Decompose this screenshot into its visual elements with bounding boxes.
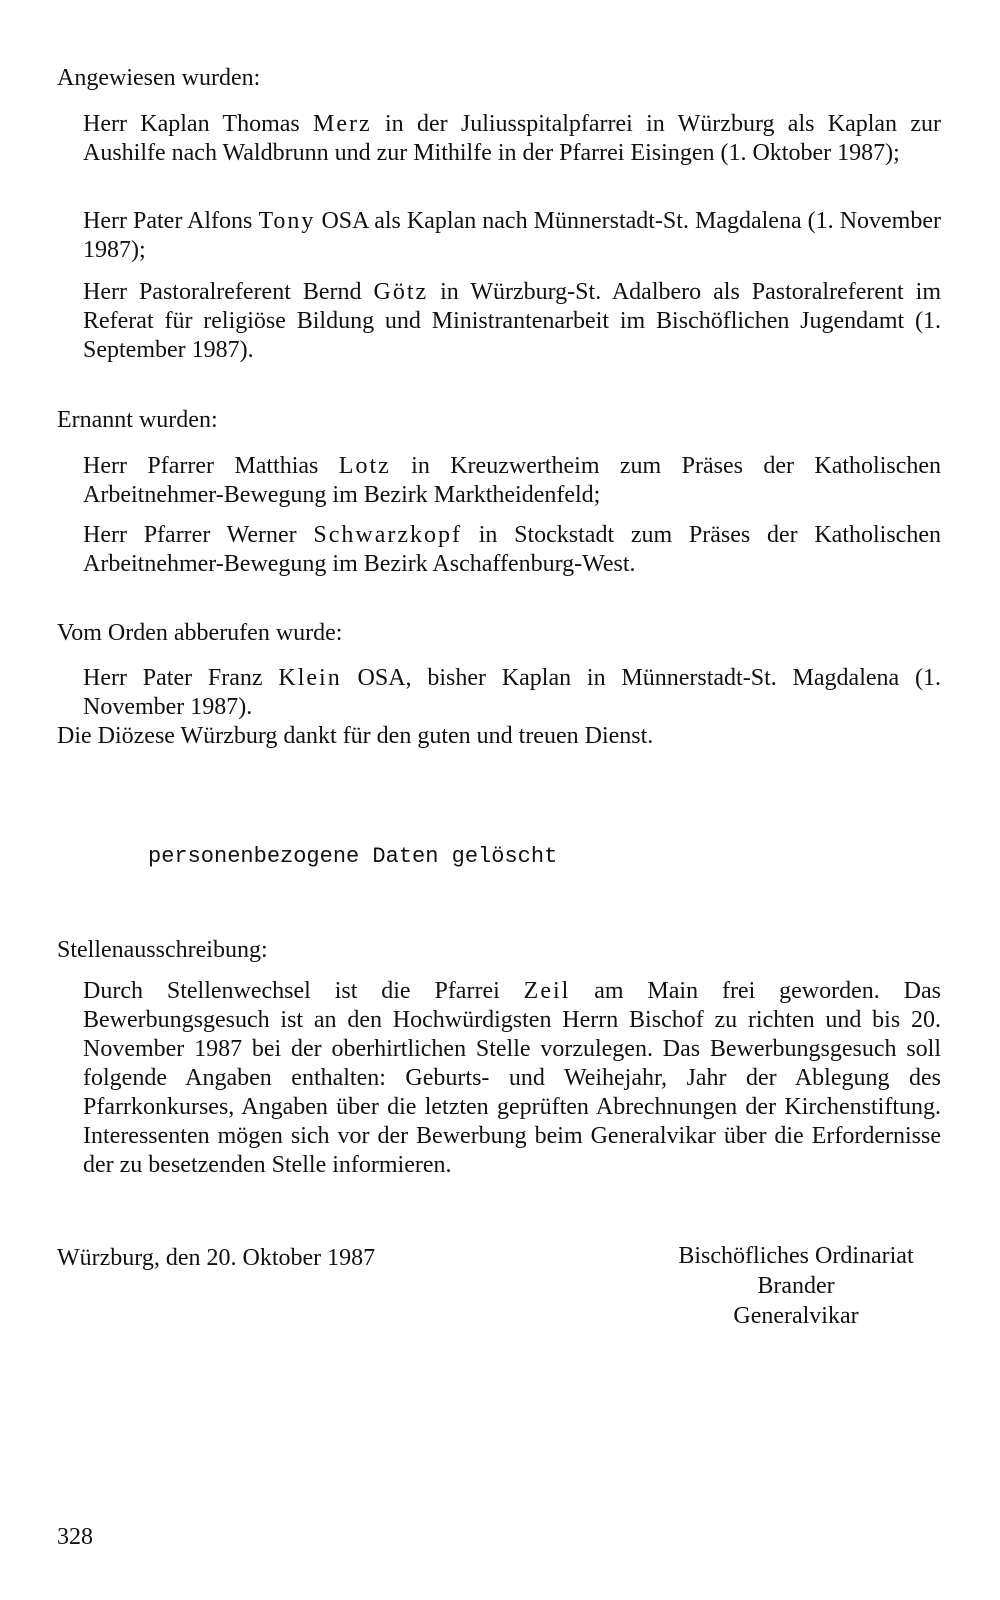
assignment-entry-merz: Herr Kaplan Thomas Merz in der Juliusspitalpfarrei in Würzburg als Kaplan zur Aushilfe nach Waldbrunn und zur Mithilfe in der Pfarrei Eisingen (1. Oktober 1987); bbox=[83, 111, 941, 166]
person-name: Merz bbox=[313, 111, 372, 137]
thanks-line: Die Diözese Würzburg dankt für den guten und treuen Dienst. bbox=[57, 723, 654, 749]
appointment-entry-schwarzkopf: Herr Pfarrer Werner Schwarzkopf in Stockstadt zum Präses der Katholischen Arbeitnehmer-Bewegung im Bezirk Aschaffenburg-West. bbox=[83, 522, 941, 577]
parish-name: Zeil bbox=[523, 978, 571, 1004]
place-date: Würzburg, den 20. Oktober 1987 bbox=[57, 1245, 376, 1271]
assignment-entry-goetz: Herr Pastoralreferent Bernd Götz in Würzburg-St. Adalbero als Pastoralreferent im Referat für religiöse Bildung und Ministrantenarbeit im Bischöflichen Jugendamt (1. September 1987). bbox=[83, 279, 941, 363]
signature-block bbox=[640, 1241, 952, 1331]
person-name: Tony bbox=[258, 208, 316, 234]
appointment-entry-lotz: Herr Pfarrer Matthias Lotz in Kreuzwertheim zum Präses der Katholischen Arbeitnehmer-Bewegung im Bezirk Marktheidenfeld; bbox=[83, 453, 942, 508]
section-heading-assigned: Angewiesen wurden: bbox=[57, 65, 261, 91]
recall-entry-klein: Herr Pater Franz Klein OSA, bisher Kaplan in Münnerstadt-St. Magdalena (1. November 1987). bbox=[83, 665, 941, 720]
redaction-note: personenbezogene Daten gelöscht bbox=[148, 844, 558, 869]
vacancy-text: Durch Stellenwechsel ist die Pfarrei Zeil am Main frei geworden. Das Bewerbungsgesuch ist an den Hochwürdigsten Herrn Bischof zu richten und bis 20. November 1987 bei der oberhirtlichen Stelle vorzulegen. Das Bewerbungsgesuch soll folgende Angaben enthalten: Geburts- und Weihejahr, Jahr der Ablegung des Pfarrkonkurses, Angaben über die letzten geprüften Abrechnungen der Kirchenstiftung. Interessenten mögen sich vor der Bewerbung beim Generalvikar über die Erfordernisse der zu besetzenden Stelle informieren. bbox=[83, 978, 941, 1178]
person-name: Götz bbox=[373, 279, 429, 305]
assignment-entry-tony: Herr Pater Alfons Tony OSA als Kaplan nach Münnerstadt-St. Magdalena (1. November 1987); bbox=[83, 208, 941, 263]
person-name: Klein bbox=[278, 665, 342, 691]
signature-name: Brander bbox=[757, 1273, 835, 1299]
section-heading-appointed: Ernannt wurden: bbox=[57, 407, 218, 433]
section-heading-vacancy: Stellenausschreibung: bbox=[57, 937, 268, 963]
person-name: Schwarzkopf bbox=[313, 522, 462, 548]
section-heading-recalled: Vom Orden abberufen wurde: bbox=[57, 620, 343, 646]
signature-title: Generalvikar bbox=[733, 1303, 859, 1329]
person-name: Lotz bbox=[338, 453, 391, 479]
signature-office: Bischöfliches Ordinariat bbox=[678, 1243, 914, 1269]
page-number: 328 bbox=[57, 1524, 93, 1550]
